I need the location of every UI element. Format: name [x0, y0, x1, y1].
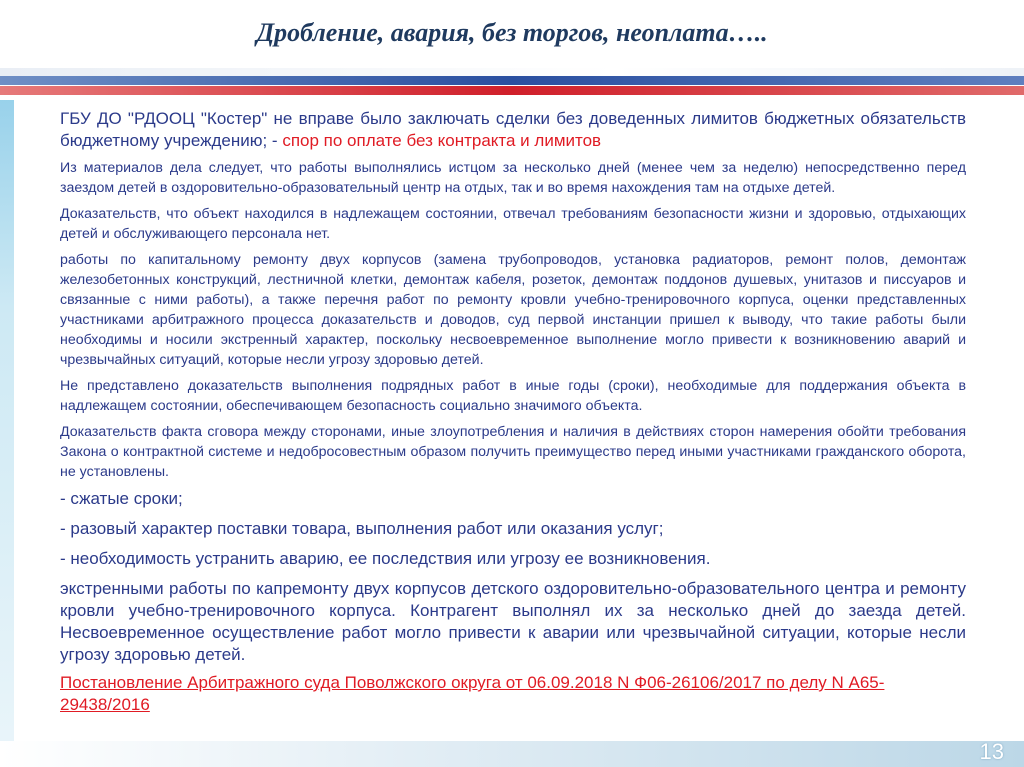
- stripe-white: [0, 68, 1024, 76]
- paragraph-evidence-state: Доказательств, что объект находился в надлежащем состоянии, отвечал требованиям безопасности жизни и здоровью, отдыхающих детей и обслуживающего персонала нет.: [60, 206, 966, 242]
- paragraph-no-evidence-years: Не представлено доказательств выполнения подрядных работ в иные годы (сроки), необходимые для поддержания объекта в надлежащем состоянии, обеспечивающем безопасность социально значимого объекта.: [60, 378, 966, 414]
- intro-text: ГБУ ДО "РДООЦ "Костер" не вправе было заключать сделки без доведенных лимитов бюджетных обязательств бюджетному учреждению; -: [60, 109, 966, 150]
- stripe-red: [0, 86, 1024, 95]
- intro-highlight: спор по оплате без контракта и лимитов: [282, 131, 602, 150]
- flag-stripes: [0, 68, 1024, 102]
- slide-header: [0, 0, 1024, 100]
- paragraph-no-collusion: Доказательств факта сговора между сторонами, иные злоупотребления и наличия в действиях сторон намерения обойти требования Закона о контрактной системе и недобросовестным образом получить преимущество перед иными участниками гражданского оборота, не установлены.: [60, 424, 966, 480]
- paragraph-capital-repair: работы по капитальному ремонту двух корпусов (замена трубопроводов, установка радиаторов, ремонт полов, демонтаж железобетонных конструкций, лестничной клетки, демонтаж кабеля, розеток, демонтаж поддонов душевых, унитазов и писсуаров и связанные с ними работы), а также перечня работ по ремонту кровли учебно-тренировочного корпуса, оценки представленных участниками арбитражного процесса доказательств и доводов, суд первой инстанции пришел к выводу, что такие работы были необходимы и носили экстренный характер, поскольку несвоевременное выполнение могло привести к возникновению аварий и чрезвычайных ситуаций, которые несли угрозу здоровью детей.: [60, 252, 966, 368]
- bullet-tight-deadlines: - сжатые сроки;: [60, 489, 183, 508]
- paragraph-materials: Из материалов дела следует, что работы выполнялись истцом за несколько дней (менее чем за неделю) непосредственно перед заездом детей в оздоровительно-образовательный центр на отдых, так и во время нахождения там на отдыхе детей.: [60, 160, 966, 196]
- summary-paragraph: экстренными работы по капремонту двух корпусов детского оздоровительно-образовательного центра и ремонту кровли учебно-тренировочного корпуса. Контрагент выполнял их за несколько дней до заезда детей. Несвоевременное осуществление работ могло привести к аварии или чрезвычайной ситуации, которые несли угрозу здоровью детей.: [60, 579, 966, 664]
- bullet-one-time: - разовый характер поставки товара, выполнения работ или оказания услуг;: [60, 519, 664, 538]
- intro-paragraph: [60, 108, 966, 152]
- stripe-blue: [0, 76, 1024, 85]
- slide-body: [60, 108, 966, 716]
- footer-bar: [0, 741, 1024, 767]
- left-accent-bar: [0, 0, 14, 767]
- court-reference-link[interactable]: Постановление Арбитражного суда Поволжского округа от 06.09.2018 N Ф06-26106/2017 по делу N А65-29438/2016: [60, 673, 885, 714]
- page-number: 13: [979, 739, 1004, 764]
- slide-title: Дробление, авария, без торгов, неоплата…..: [256, 18, 768, 47]
- bullet-emergency: - необходимость устранить аварию, ее последствия или угрозу ее возникновения.: [60, 549, 711, 568]
